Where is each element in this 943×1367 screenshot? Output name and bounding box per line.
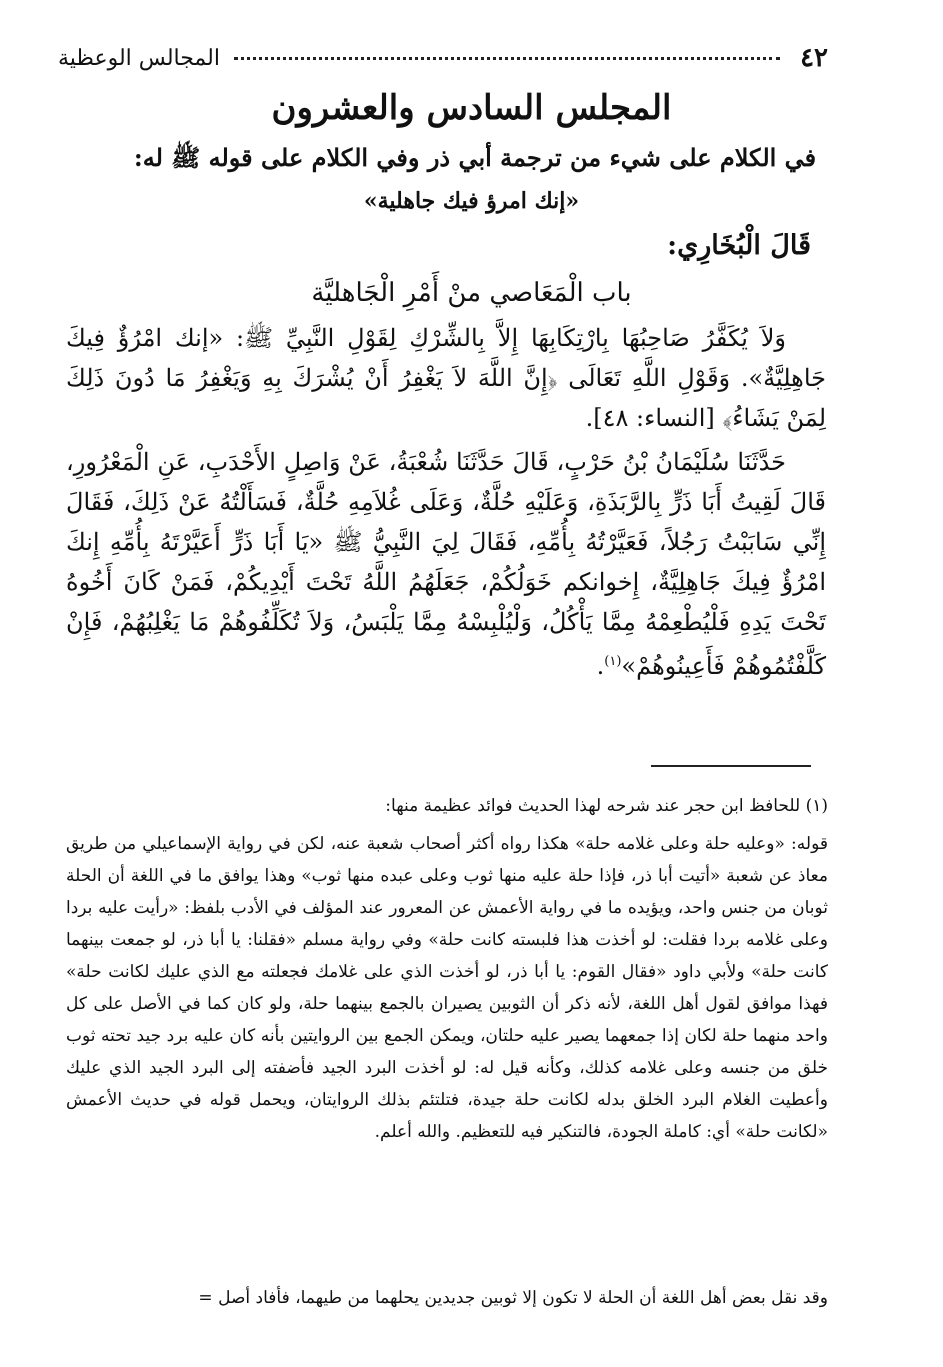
- running-title: المجالس الوعظية: [58, 45, 220, 71]
- paragraph-chapter-text: [66, 318, 826, 438]
- footnote-body: قوله: «وعليه حلة وعلى غلامه حلة» هكذا رواه أكثر أصحاب شعبة عنه، لكن في رواية الإسماعيلي من طريق معاذ عن شعبة «أتيت أبا ذر، فإذا حلة عليه منها ثوب وعلى عبده منها ثوب» وهذا يوافق ما في اللغة أن الحلة ثوبان من جنس واحد، ويؤيده ما في رواية الأعمش عن المعرور عند المؤلف في الأدب بلفظ: «رأيت عليه بردا وعلى غلامه بردا فقلت: لو أخذت هذا فلبسته كانت حلة» وفي رواية مسلم «فقلنا: يا أبا ذر، لو جمعت بينهما كانت حلة» ولأبي داود «فقال القوم: يا أبا ذر، لو أخذت الذي على غلامك فجعلته مع الذي عليك لكانت حلة» فهذا موافق لقول أهل اللغة، لأنه ذكر أن الثوبين يصيران بالجمع بينهما حلة، ولو كان كما في الأصل على كل واحد منهما حلة لكان إذا جمعهما يصير عليه حلتان، ويمكن الجمع بين الروايتين بأنه كان عليه برد جيد تحته ثوب خلق من جنسه وعلى غلامه كذلك، وكأنه قيل له: لو أخذت البرد الجيد فأضفته إلى البرد الجيد الذي عليك وأعطيت الغلام البرد الخلق بدله لكانت حلة جيدة، فتلتئم بذلك الروايتان، ويحمل قوله في حديث الأعمش «لكانت حلة» أي: كاملة الجودة، فالتنكير فيه للتعظيم. والله أعلم.: [66, 834, 828, 1142]
- paragraph2-text: حَدَّثَنَا سُلَيْمَانُ بْنُ حَرْبٍ، قَالَ حَدَّثَنَا شُعْبَةُ، عَنْ وَاصِلٍ الأَحْدَبِ، عَنِ الْمَعْرُورِ، قَالَ لَقِيتُ أَبَا ذَرٍّ بِالرَّبَذَةِ، وَعَلَيْهِ حُلَّةٌ، وَعَلَى غُلاَمِهِ حُلَّةٌ، فَسَأَلْتُهُ عَنْ ذَلِكَ، فَقَالَ إِنِّي سَابَبْتُ رَجُلاً، فَعَيَّرْتُهُ بِأُمِّهِ، فَقَالَ لِيَ النَّبِيُّ ﷺ «يَا أَبَا ذَرٍّ أَعَيَّرْتَهُ بِأُمِّهِ إِنكَ امْرُؤٌ فِيكَ جَاهِلِيَّةٌ، إِخوانكم خَوَلُكُمْ، جَعَلَهُمُ اللَّهُ تَحْتَ أَيْدِيكُمْ، فَمَنْ كَانَ أَخُوهُ تَحْتَ يَدِهِ فَلْيُطْعِمْهُ مِمَّا يَأْكُلُ، وَلْيُلْبِسْهُ مِمَّا يَلْبَسُ، وَلاَ تُكَلِّفُوهُمْ مَا يَغْلِبُهُمْ، فَإِنْ كَلَّفْتُمُوهُمْ فَأَعِينُوهُمْ»: [66, 448, 827, 680]
- page-number: ٤٢: [800, 43, 828, 73]
- paragraph-hadith: حَدَّثَنَا سُلَيْمَانُ بْنُ حَرْبٍ، قَالَ حَدَّثَنَا شُعْبَةُ، عَنْ وَاصِلٍ الأَحْدَبِ، عَنِ الْمَعْرُورِ، قَالَ لَقِيتُ أَبَا ذَرٍّ بِالرَّبَذَةِ، وَعَلَيْهِ حُلَّةٌ، وَعَلَى غُلاَمِهِ حُلَّةٌ، فَسَأَلْتُهُ عَنْ ذَلِكَ، فَقَالَ إِنِّي سَابَبْتُ رَجُلاً، فَعَيَّرْتُهُ بِأُمِّهِ، فَقَالَ لِيَ النَّبِيُّ ﷺ «يَا أَبَا ذَرٍّ أَعَيَّرْتَهُ بِأُمِّهِ إِنكَ امْرُؤٌ فِيكَ جَاهِلِيَّةٌ، إِخوانكم خَوَلُكُمْ، جَعَلَهُمُ اللَّهُ تَحْتَ أَيْدِيكُمْ، فَمَنْ كَانَ أَخُوهُ تَحْتَ يَدِهِ فَلْيُطْعِمْهُ مِمَّا يَأْكُلُ، وَلْيُلْبِسْهُ مِمَّا يَلْبَسُ، وَلاَ تُكَلِّفُوهُمْ مَا يَغْلِبُهُمْ، فَإِنْ كَلَّفْتُمُوهُمْ فَأَعِينُوهُمْ»$^{(١)}$.: [66, 448, 827, 680]
- header-dotted-leader: [234, 57, 780, 60]
- page-header: [58, 40, 828, 76]
- paragraph1-text: وَلاَ يُكَفَّرُ صَاحِبُهَا بِارْتِكَابِهَا إِلاَّ بِالشِّرْكِ لِقَوْلِ النَّبِيِّ ﷺ: «إنك امْرُؤٌ فِيكَ جَاهِلِيَّةٌ». وَقَوْلِ اللَّهِ تَعَالَى ﴿إِنَّ اللَّهَ لاَ يَغْفِرُ أَنْ يُشْرَكَ بِهِ وَيَغْفِرُ مَا دُونَ ذَلِكَ لِمَنْ يَشَاءُ﴾ [النساء: ٤٨].: [66, 324, 826, 432]
- footnote-heading: (١) للحافظ ابن حجر عند شرحه لهذا الحديث فوائد عظيمة منها:: [385, 796, 828, 816]
- footnote-reference[interactable]: (١): [604, 654, 622, 669]
- chapter-quote: «إنك امرؤ فيك جاهلية»: [363, 188, 580, 214]
- footnote-separator: [651, 765, 811, 767]
- chapter-subtitle: في الكلام على شيء من ترجمة أبي ذر وفي الكلام على قوله ﷺ له:: [133, 143, 817, 172]
- bukhari-said: قَالَ الْبُخَارِي:: [667, 230, 811, 261]
- footnote-continuation: وقد نقل بعض أهل اللغة أن الحلة لا تكون إلا ثوبين جديدين يحلهما من طيهما، فأفاد أصل =: [198, 1288, 828, 1308]
- hadith-chapter-heading: باب الْمَعَاصي منْ أَمْرِ الْجَاهليَّة: [311, 278, 632, 308]
- chapter-title: المجلس السادس والعشرون: [271, 88, 672, 128]
